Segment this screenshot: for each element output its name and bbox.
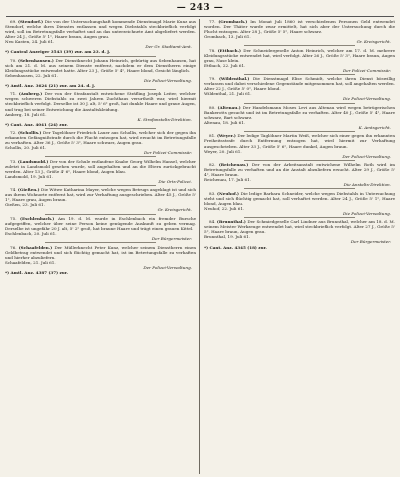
notice-location-date: Eschlenbach, 20. Juli 61.	[5, 231, 57, 237]
notice-entry	[204, 219, 395, 249]
notice-body: Die Dienstmagd Elise Schmidt, welche ihren Dienst böswillig verlassen und dabei verschiedene Gegenstände mitgenommen hat, soll angehalten werden. Alter 22 J., Größe 5' 0", Haare blond.	[204, 76, 395, 92]
notice-text	[5, 216, 196, 231]
notice-body: Der von der Schule entlaufene Knabe Georg Wilhelm Hansel, welcher zuletzt in Landsmold gesehen wurde, soll angehalten und an die Eltern zurückgebracht werden. Alter 13 J., Größe 4' 6", Haare blond, Augen blau.	[5, 158, 196, 174]
notice-text	[204, 191, 395, 206]
notice-location-date: Ettbach, 22. Juli 61.	[204, 62, 246, 68]
notice-text	[5, 58, 196, 73]
notice-text	[204, 105, 395, 120]
notice-body: Am 19. d. M. wurde in Eschlenbach ein fremder Bursche aufgegriffen, welcher über seine Person keine genügende Auskunft zu geben vermag. Derselbe ist ungefähr 20 J. alt, 5' 2" groß, hat braune Haare und trägt einen grauen Kittel.	[5, 215, 196, 231]
notice-place: (Brunnthal.)	[216, 219, 248, 225]
notice-location-date: Brunnthal, 19. Juli 61.	[204, 234, 251, 240]
notice-text	[204, 162, 395, 177]
notice-location-date: Neu Kasten, 24. Juli 61.	[5, 39, 55, 45]
notice-signature: Die Polizei-Verwaltung.	[342, 210, 391, 216]
notice-body: Der Dienstknecht Johann Heinrich, gebürtig aus Sebenhausen, hat sich am 21. d. M. aus seinem Dienste entfernt, nachdem er dem Dienstherrn einige Kleidungsstücke entwendet hatte. Alter 23 J., Größe 5' 4", Haare blond, Gesicht länglich.	[5, 57, 196, 73]
notice-entry	[204, 48, 395, 73]
notice-number: 73.	[10, 158, 18, 164]
notice-number: 76.	[10, 244, 19, 250]
notice-text	[5, 91, 196, 111]
notice-text	[5, 159, 196, 174]
notice-location-date: Sebenhausen, 22. Juli 61.	[5, 72, 58, 78]
notice-signature: Der Polizei-Verwaltung.	[143, 264, 192, 270]
notice-signature: Der Bürgermeister.	[350, 239, 391, 245]
notice-body: Der Schneidergeselle Anton Heinrich, welcher am 17. d. M. mehrere Kleidungsstücke entwendet hat, wird verfolgt. Alter 26 J., Größe 5' 3", Haare braun, Augen grau, Nase klein.	[204, 47, 395, 63]
notice-reference: *) Cant. Anz. 4041 (24) zur.	[5, 121, 68, 127]
notice-number: 82.	[209, 162, 219, 168]
notice-place: (Amberg.)	[18, 91, 45, 97]
notice-place: (Stendorf.)	[18, 19, 45, 24]
entry-separator	[45, 214, 156, 215]
notice-signature: Die Anstalts-Direktion.	[343, 182, 391, 188]
notice-entry	[204, 19, 395, 44]
notice-signature: Der Polizei-Verwaltung.	[342, 153, 391, 159]
notice-text	[5, 130, 196, 145]
notice-number: 71.	[10, 91, 19, 97]
notice-reference: *) Amtl. Anz. 3624 (21) zur. am 24. d. J.	[5, 82, 96, 88]
notice-body: Der Handelsmann Moses Levi aus Altenau wird wegen betrügerischen Bankerotts gesucht und ist im Betretungsfalle zu verhaften. Alter 40 J., Größe 5' 4", Haare schwarz, Bart schwarz.	[204, 104, 395, 120]
entry-separator	[45, 242, 156, 243]
notice-place: (Weyer.)	[216, 133, 238, 139]
notice-number: 79.	[209, 76, 219, 82]
notice-body: Der Tagelöhner Friedrich Lauer aus Schollis, welcher sich der gegen ihn erkannten Gefängnißstrafe durch die Flucht entzogen hat, wird ersucht im Betretungsfalle zu verhaften. Alter 36 J., Größe 5' 3", Haare schwarz, Augen grau.	[5, 130, 196, 146]
notice-text	[204, 133, 395, 148]
notice-place: (Landsmold.)	[17, 158, 50, 164]
entry-separator	[244, 188, 355, 189]
notice-body: Die von der Untersuchungshaft kommende Dienstmagd Marie Kunz aus Stendorf, welche ihres Dienstes entlassen und wegen Diebstahls steckbrieflich verfolgt wird, soll im Betretungsfalle verhaftet und an das unterzeichnete Amt abgeliefert werden. Alter 24 J., Größe 5' 1", Haare braun, Augen grau.	[5, 19, 196, 40]
notice-place: (Grombach.)	[218, 19, 251, 24]
notice-location-date: Gießen, 23. Juli 61.	[5, 202, 45, 208]
notice-place: (Schollis.)	[17, 130, 43, 136]
notice-text	[204, 219, 395, 234]
notice-place: (Gießen.)	[17, 187, 42, 193]
notice-signature: Der Polizei-Commissär.	[342, 67, 391, 73]
entry-separator	[45, 89, 156, 90]
notice-number: 72.	[10, 130, 18, 136]
notice-number: 81.	[209, 133, 217, 139]
notice-place: (Wildenthal.)	[218, 76, 253, 82]
notice-text	[5, 245, 196, 260]
notice-entry	[5, 216, 196, 241]
notice-entry	[204, 162, 395, 187]
entry-separator	[244, 131, 355, 132]
notice-location-date: Amberg, 18. Juli 61.	[5, 111, 47, 117]
notice-body: Der ledige Taglöhner Martin Weiß, welcher sich einer gegen ihn erkannten Freiheitsstrafe durch Entfernung entzogen hat, wird hiermit zur Verhaftung ausgeschrieben. Alter 33 J., Größe 5' 6", Haare dunkel, Augen braun.	[204, 133, 395, 149]
notice-body: Der Müllerknecht Peter Kunz, welcher seinem Dienstherrn einen Geldbetrag entwendet und sich flüchtig gemacht hat, ist im Betretungsfalle zu verhaften und hierher abzuliefern.	[5, 244, 196, 260]
notice-body: Der Schmiedgeselle Carl Lindner aus Brunnthal, welcher am 18. d. M. seinem Meister Werkzeuge entwendet hat, wird steckbrieflich verfolgt. Alter 27 J., Größe 5' 5", Haare braun, Augen grau.	[204, 219, 395, 235]
right-column	[204, 19, 395, 474]
notice-number: 78.	[209, 47, 218, 53]
notice-text	[204, 19, 395, 34]
notice-reference: *) Cant. Anz. 4345 (18) zur.	[204, 244, 267, 250]
notice-location-date: Reichenau, 17. Juli 61.	[204, 177, 252, 183]
entry-separator	[244, 74, 355, 75]
notice-reference: *) Cantral Anzeiger 3543 (39) zur. am 23. d. J.	[5, 49, 111, 55]
notice-signature: Der Gr. Stadtamt-Amt.	[145, 44, 192, 50]
notice-location-date: Weyer, 20. Juli 61.	[204, 148, 242, 154]
entry-separator	[45, 156, 156, 157]
notice-location-date: Neuhof, 22. Juli 61.	[204, 205, 245, 211]
notice-text	[204, 48, 395, 63]
notice-signature: Gr. Kreisgericht.	[356, 39, 391, 45]
notice-entry	[5, 58, 196, 88]
notice-entry	[5, 91, 196, 126]
header-rule	[6, 16, 394, 17]
notice-number: 83.	[209, 190, 218, 196]
notice-place: (Sebenhausen.)	[18, 57, 56, 63]
notice-entry	[5, 245, 196, 275]
entry-separator	[244, 217, 355, 218]
notice-signature: Die Polizei-Verwaltung.	[143, 77, 192, 83]
notice-number: 80.	[209, 104, 218, 110]
entry-separator	[244, 103, 355, 104]
notice-place: (Reichenau.)	[218, 162, 252, 168]
notice-reference: *) Amtl. Anz. 4387 (37) zur.	[5, 269, 68, 275]
entry-separator	[45, 128, 156, 129]
notice-entry	[5, 187, 196, 212]
page-number: — 243 —	[176, 3, 224, 13]
notice-entry	[204, 133, 395, 158]
notice-location-date: Altenau, 18. Juli 61.	[204, 119, 246, 125]
notice-location-date: Schaafelden, 21. Juli 61.	[5, 259, 56, 265]
notice-number: 75.	[10, 215, 21, 221]
notice-place: (Ettbach.)	[217, 47, 244, 53]
notice-entry	[204, 105, 395, 130]
notice-signature: K. Strafanstalts-Direktion.	[137, 116, 192, 122]
notice-body: Im Monat Juli 1860 ist verschiedenen Personen Geld entwendet worden. Der Thäter wurde zwar ermittelt, hat sich aber der Untersuchung durch die Flucht entzogen. Alter 28 J., Größe 5' 5", Haare schwarz.	[204, 19, 395, 35]
notice-location-date: Landsmold, 19. Juli 61.	[5, 173, 53, 179]
notice-number: 70.	[10, 57, 19, 63]
notice-place: (Eschlenbach.)	[20, 215, 58, 221]
notice-text	[5, 187, 196, 202]
notice-number: 77.	[209, 19, 219, 24]
notice-text	[5, 19, 196, 39]
notice-entry	[204, 191, 395, 216]
notice-signature: Der Polizei-Commissär.	[143, 150, 192, 156]
notice-place: (Neuhof.)	[217, 190, 241, 196]
notice-entry	[5, 159, 196, 184]
notice-number: 74.	[10, 187, 18, 193]
notice-location-date: Schollis, 20. Juli 61.	[5, 145, 47, 151]
notice-signature: K. Amtsgericht.	[358, 125, 391, 131]
column-divider	[199, 19, 200, 474]
entry-separator	[45, 56, 156, 57]
notice-body: Die ledige Barbara Schneider, welche wegen Diebstahls in Untersuchung steht und sich flüchtig gemacht hat, soll verhaftet werden. Alter 24 J., Größe 5' 1", Haare blond, Augen blau.	[204, 190, 395, 206]
left-column	[5, 19, 196, 474]
notice-number: 84.	[209, 219, 217, 225]
notice-place: (Altenau.)	[217, 104, 243, 110]
notice-signature: Gr. Kreisgericht.	[157, 207, 192, 213]
notice-number: 69.	[10, 19, 19, 24]
notice-body: Der von der Arbeitsanstalt entwichene Wilhelm Roth wird im Betretungsfalle zu verhaften und an die Anstalt abzuliefern ersucht. Alter 29 J., Größe 5' 4", Haare braun.	[204, 162, 395, 178]
notice-location-date: Grombach, 13. Juli 61.	[204, 34, 251, 40]
notice-entry	[5, 130, 196, 155]
notice-text	[204, 76, 395, 91]
notice-signature: Die Polizei-Verwaltung.	[342, 96, 391, 102]
notice-body: Der von der Strafanstalt entwichene Sträfling Joseph Leiter, welcher wegen schweren Diebstahls zu zwei Jahren Zuchthaus verurtheilt war, wird hiermit steckbrieflich verfolgt. Derselbe ist 30 J. alt, 5' 6" groß, hat dunkle Haare und graue Augen, und trug bei seiner Entweichung die Anstaltskleidung.	[5, 91, 196, 112]
notice-entry	[204, 76, 395, 101]
notice-signature: Der Bürgermeister.	[151, 236, 192, 242]
entry-separator	[244, 45, 355, 46]
notice-place: (Schaafelden.)	[18, 244, 55, 250]
notice-entry	[5, 19, 196, 54]
entry-separator	[244, 160, 355, 161]
notice-body: Die Witwe Katharina Mayer, welche wegen Betrugs angeklagt ist und sich aus ihrem Wohnorte entfernt hat, wird zur Verhaftung ausgeschrieben. Alter 45 J., Größe 5' 1", Haare grau, Augen braun.	[5, 187, 196, 203]
entry-separator	[45, 185, 156, 186]
notice-location-date: Wildenthal, 21. Juli 61.	[204, 91, 252, 97]
notice-signature: Die Orts-Polizei.	[158, 178, 192, 184]
